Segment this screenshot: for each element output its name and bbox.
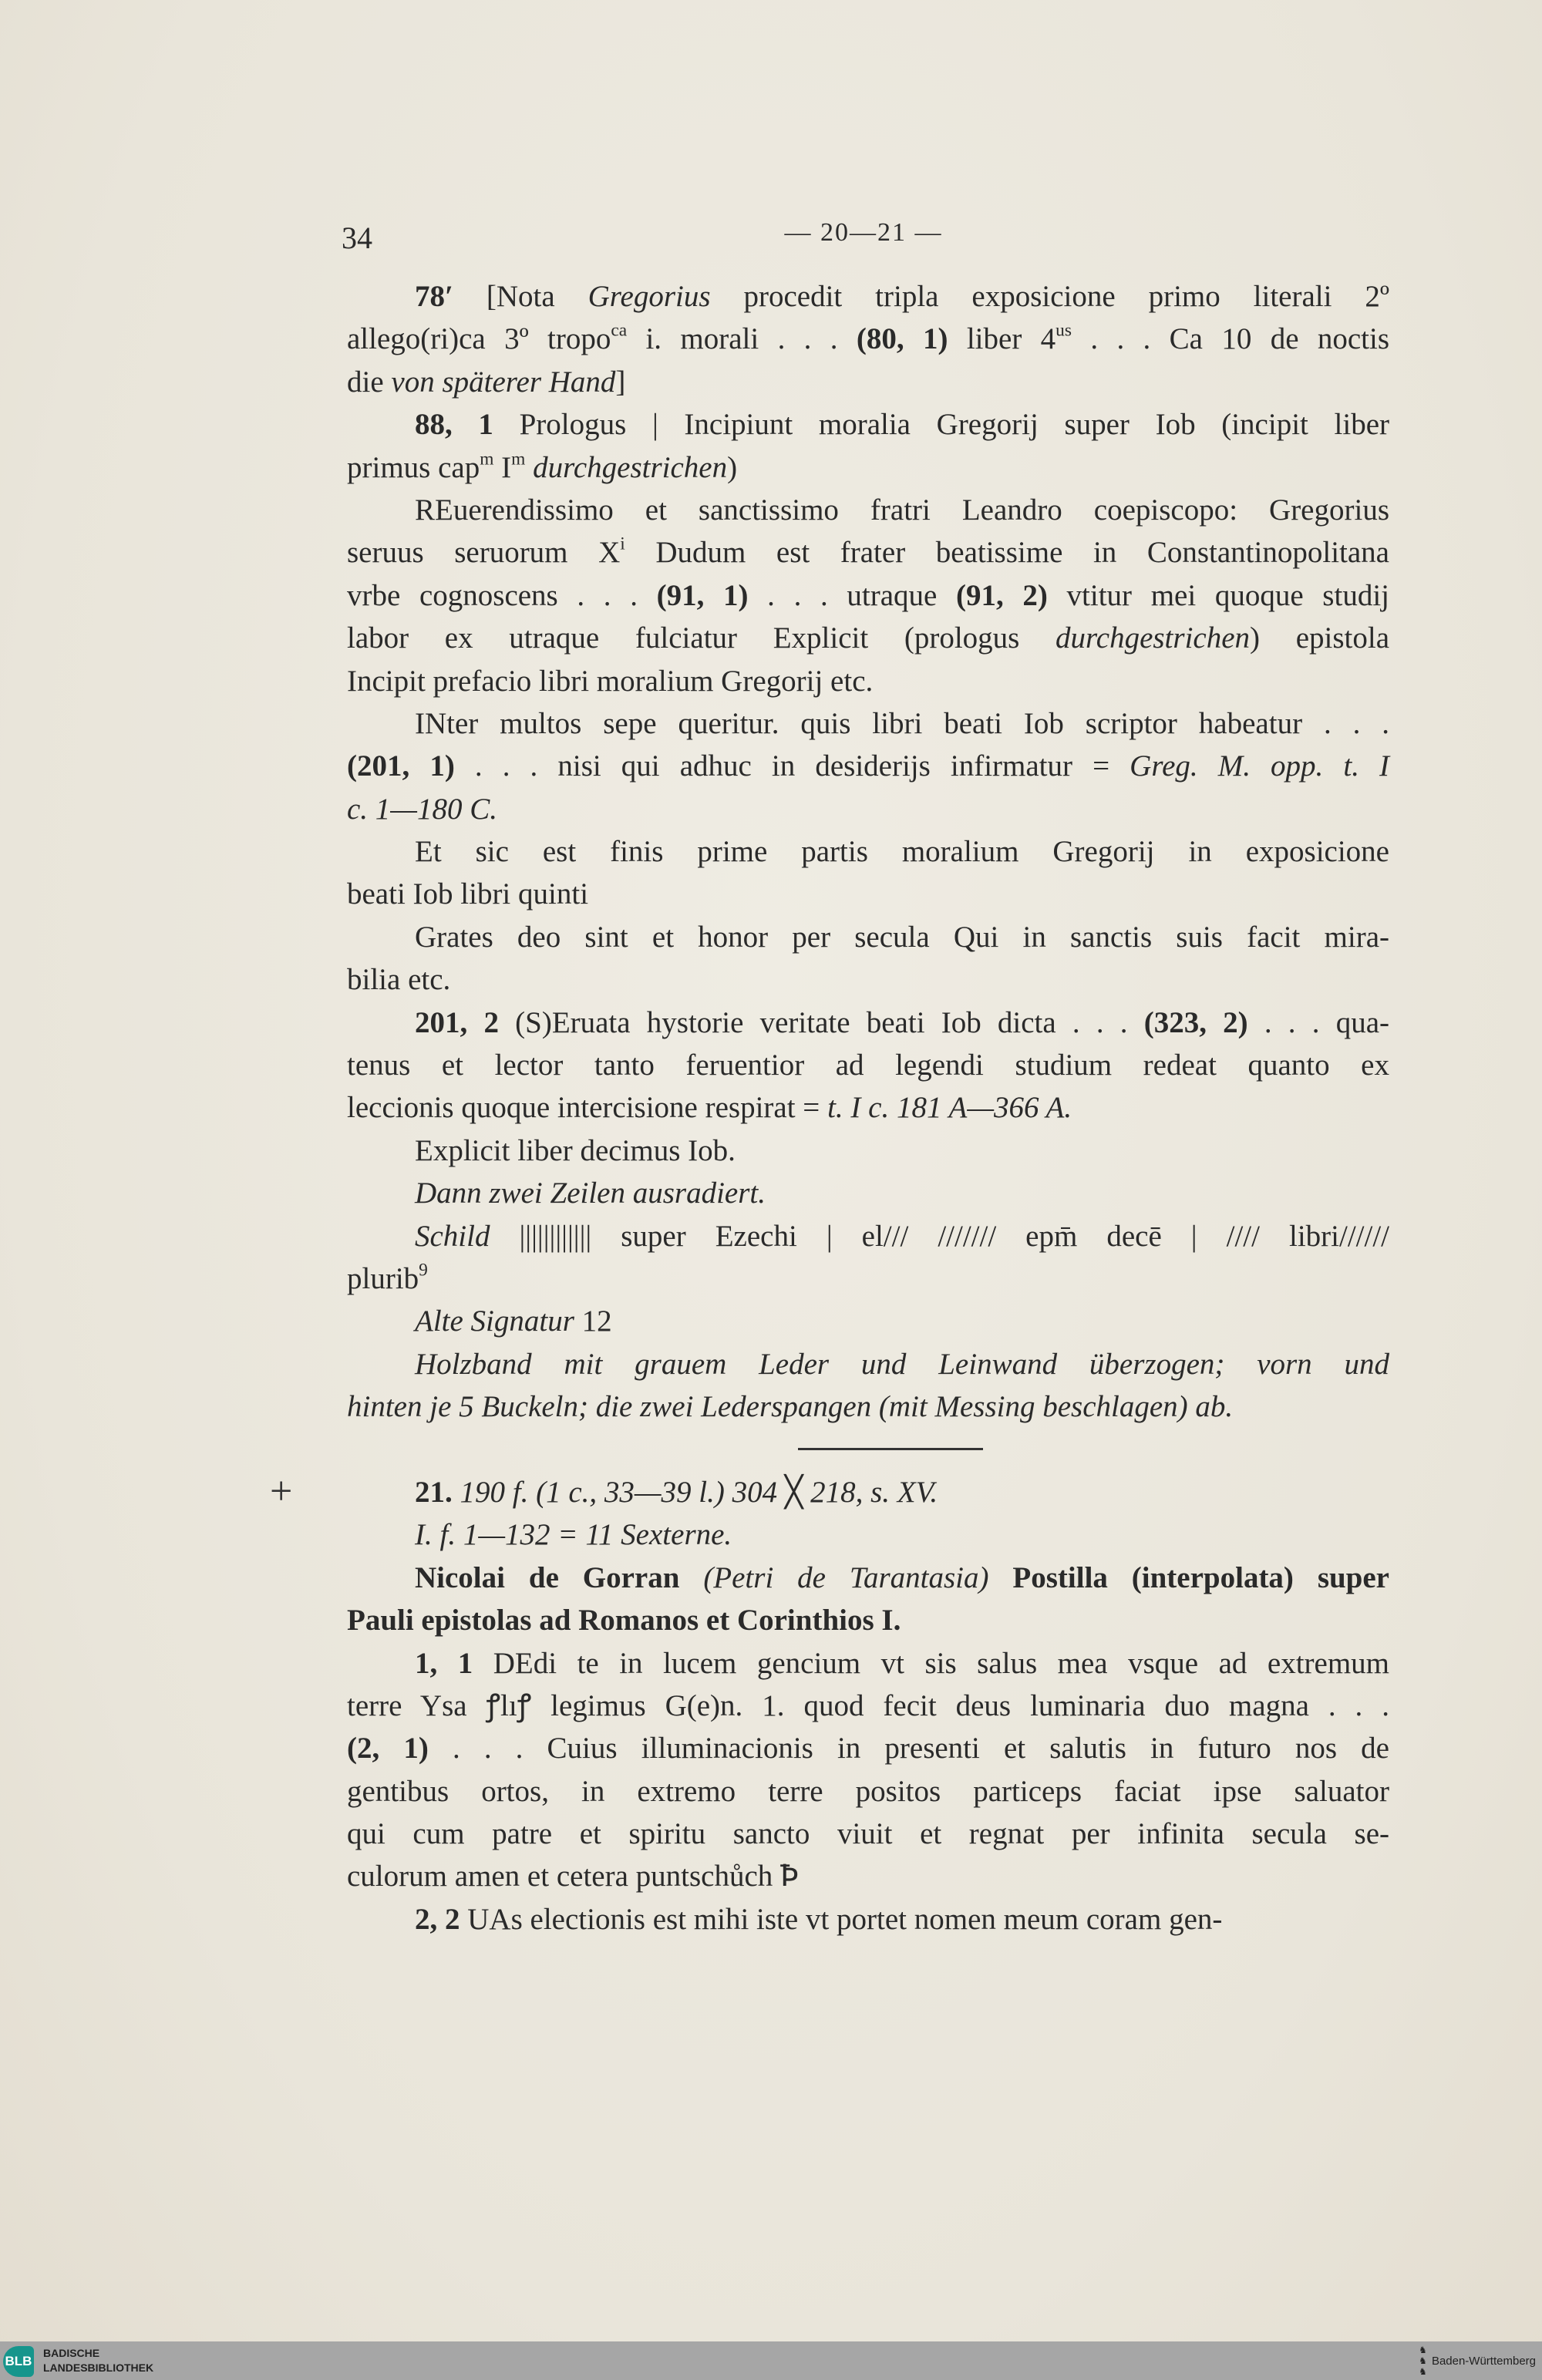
text-line bbox=[347, 745, 1389, 787]
text-line bbox=[347, 1599, 1389, 1641]
page-number: 34 bbox=[342, 220, 372, 255]
text-line bbox=[347, 873, 1389, 915]
lion-icon: ♞ ♞ ♞ bbox=[1419, 2345, 1427, 2377]
text-line bbox=[347, 1898, 1389, 1941]
text-segment: Explicit liber decimus Iob. bbox=[415, 1133, 736, 1167]
text-segment: i bbox=[620, 534, 625, 554]
text-segment: leccionis quoque intercisione respirat = bbox=[347, 1091, 828, 1125]
text-segment: . . . Ca 10 de noctis bbox=[1071, 322, 1390, 356]
text-segment: gentibus ortos, in extremo terre positos particeps faciat ipse saluator bbox=[347, 1774, 1389, 1808]
text-line bbox=[347, 1086, 1389, 1129]
paragraph bbox=[347, 830, 1389, 916]
text-segment: Dudum est frater beatissime in Constantinopolitana bbox=[625, 536, 1389, 570]
text-segment: DEdi te in lucem gencium vt sis salus mea vsque ad extremum bbox=[473, 1646, 1389, 1680]
text-line bbox=[347, 489, 1389, 531]
text-segment: REuerendissimo et sanctissimo fratri Leandro coepiscopo: Gregorius bbox=[415, 493, 1389, 527]
text-segment: i. morali . . . bbox=[627, 322, 857, 356]
text-segment: Holzband mit grauem Leder und Leinwand überzogen; vorn und bbox=[415, 1347, 1389, 1381]
text-line bbox=[347, 275, 1389, 318]
text-segment: vrbe cognoscens . . . bbox=[347, 578, 657, 612]
text-segment: Postilla (interpolata) super bbox=[988, 1560, 1389, 1594]
text-segment: qui cum patre et spiritu sancto viuit et regnat per infinita secula se- bbox=[347, 1817, 1389, 1851]
paragraph bbox=[347, 1129, 1389, 1172]
text-segment: 21. bbox=[415, 1475, 453, 1509]
text-segment: ) bbox=[727, 450, 738, 484]
text-segment: (91, 2) bbox=[956, 578, 1048, 612]
text-segment: (Petri de Tarantasia) bbox=[703, 1560, 989, 1594]
text-line bbox=[347, 788, 1389, 830]
text-segment: . . . Cuius illuminacionis in presenti et salutis in futuro nos de bbox=[428, 1732, 1389, 1766]
text-segment: I. f. 1—132 = 11 Sexterne. bbox=[415, 1518, 732, 1552]
blb-logo: BLB bbox=[3, 2346, 34, 2377]
text-segment: 190 f. (1 c., 33—39 l.) 304 ╳ 218, s. XV. bbox=[452, 1475, 938, 1509]
text-segment: terre Ysa ꝭlıꝭ legimus G(e)n. 1. quod fecit deus luminaria duo magna . . . bbox=[347, 1688, 1389, 1722]
text-line bbox=[347, 617, 1389, 659]
text-segment: Et sic est finis prime partis moralium Gregorij in exposicione bbox=[415, 835, 1389, 869]
text-segment: 9 bbox=[419, 1260, 428, 1281]
text-segment: ca bbox=[611, 321, 628, 342]
text-segment: 78′ bbox=[415, 280, 453, 313]
paragraph bbox=[347, 403, 1389, 489]
text-segment: 1, 1 bbox=[415, 1646, 473, 1680]
text-segment: us bbox=[1055, 321, 1072, 342]
text-segment: (2, 1) bbox=[347, 1732, 429, 1766]
paragraph bbox=[347, 1471, 1389, 1513]
text-segment: die bbox=[347, 365, 392, 399]
section-divider bbox=[347, 1429, 1389, 1471]
text-line bbox=[347, 916, 1389, 958]
text-line bbox=[347, 1471, 1389, 1513]
text-segment: durchgestrichen bbox=[533, 450, 728, 484]
text-segment: m bbox=[480, 449, 494, 470]
text-segment bbox=[525, 451, 533, 484]
text-segment: (S)Eruata hystorie veritate beati Iob dicta . . . bbox=[498, 1005, 1144, 1039]
text-line bbox=[347, 403, 1389, 446]
paragraph bbox=[347, 275, 1389, 403]
paragraph bbox=[347, 1300, 1389, 1342]
text-line bbox=[347, 1855, 1389, 1897]
paragraph bbox=[347, 1343, 1389, 1429]
text-segment: |||||||||||| super Ezechi | el/// /////// epm̄ decē | //// libri////// bbox=[490, 1219, 1389, 1253]
text-segment: primus cap bbox=[347, 450, 480, 484]
text-line bbox=[347, 1215, 1389, 1257]
text-segment: UAs electionis est mihi iste vt portet nomen meum coram gen- bbox=[460, 1902, 1223, 1936]
text-line bbox=[347, 830, 1389, 873]
text-line bbox=[347, 1557, 1389, 1599]
text-segment: ] bbox=[615, 365, 626, 399]
text-line bbox=[347, 1343, 1389, 1385]
text-line bbox=[347, 1129, 1389, 1172]
text-line bbox=[347, 958, 1389, 1001]
text-segment: von späterer Hand bbox=[391, 365, 616, 399]
text-segment: Incipit prefacio libri moralium Gregorij etc. bbox=[347, 664, 874, 698]
text-segment: Gregorius bbox=[588, 280, 711, 313]
paragraph bbox=[347, 916, 1389, 1001]
section-ms-20 bbox=[347, 275, 1389, 1429]
text-segment: (323, 2) bbox=[1143, 1005, 1248, 1039]
text-segment: culorum amen et cetera puntschůch Ꝥ bbox=[347, 1860, 799, 1894]
text-segment: allego(ri)ca 3º tropo bbox=[347, 322, 611, 356]
text-segment: tenus et lector tanto feruentior ad legendi studium redeat quanto ex bbox=[347, 1049, 1389, 1082]
footer-bar bbox=[0, 2341, 1542, 2380]
text-segment: Schild bbox=[415, 1219, 490, 1253]
text-line bbox=[347, 446, 1389, 489]
text-line bbox=[347, 361, 1389, 403]
body-text bbox=[347, 275, 1389, 1941]
state-logo bbox=[1419, 2344, 1536, 2378]
text-segment: Nicolai de Gorran bbox=[415, 1560, 704, 1594]
text-segment: 201, 2 bbox=[415, 1005, 499, 1039]
text-segment: INter multos sepe queritur. quis libri beati Iob scriptor habeatur . . . bbox=[415, 706, 1389, 740]
text-line bbox=[347, 1727, 1389, 1769]
text-segment: m bbox=[511, 449, 526, 470]
section-ms-21 bbox=[347, 1471, 1389, 1941]
text-segment: [Nota bbox=[453, 280, 588, 313]
paragraph bbox=[347, 1172, 1389, 1214]
text-segment: plurib bbox=[347, 1261, 419, 1295]
text-segment: 88, 1 bbox=[415, 408, 493, 442]
text-segment: t. I c. 181 A—366 A. bbox=[827, 1091, 1072, 1125]
text-segment: hinten je 5 Buckeln; die zwei Lederspangen (mit Messing beschlagen) ab. bbox=[347, 1390, 1234, 1424]
text-line bbox=[347, 1813, 1389, 1855]
paragraph bbox=[347, 1898, 1389, 1941]
text-line bbox=[347, 574, 1389, 617]
state-name: Baden-Württemberg bbox=[1431, 2354, 1536, 2368]
text-segment: beati Iob libri quinti bbox=[347, 877, 589, 911]
text-line bbox=[347, 660, 1389, 702]
text-segment: (91, 1) bbox=[656, 578, 749, 612]
text-segment: ) epistola bbox=[1250, 621, 1390, 655]
text-segment: c. 1—180 C. bbox=[347, 792, 497, 826]
text-line bbox=[347, 702, 1389, 745]
paragraph bbox=[347, 1001, 1389, 1129]
text-segment: . . . qua- bbox=[1247, 1005, 1389, 1039]
text-segment: Alte Signatur bbox=[415, 1304, 574, 1338]
running-title: — 20—21 — bbox=[784, 218, 943, 247]
text-line bbox=[347, 1770, 1389, 1813]
paragraph bbox=[347, 702, 1389, 830]
text-segment: Prologus | Incipiunt moralia Gregorij super Iob (incipit liber bbox=[493, 408, 1390, 442]
text-segment: . . . utraque bbox=[748, 578, 956, 612]
text-segment: (201, 1) bbox=[347, 749, 455, 783]
text-segment: (80, 1) bbox=[856, 322, 948, 356]
text-line bbox=[347, 1257, 1389, 1300]
text-segment: Pauli epistolas ad Romanos et Corinthios I. bbox=[347, 1604, 901, 1638]
text-line bbox=[347, 1044, 1389, 1086]
text-line bbox=[347, 1513, 1389, 1556]
text-line bbox=[347, 1385, 1389, 1428]
paragraph bbox=[347, 1215, 1389, 1301]
text-segment: liber 4 bbox=[948, 322, 1056, 356]
text-line bbox=[347, 318, 1389, 360]
text-line bbox=[347, 1172, 1389, 1214]
paragraph bbox=[347, 1557, 1389, 1642]
text-segment: procedit tripla exposicione primo literali 2º bbox=[710, 280, 1389, 313]
text-segment: durchgestrichen bbox=[1055, 621, 1251, 655]
text-line bbox=[347, 1685, 1389, 1727]
margin-mark: + bbox=[270, 1469, 293, 1513]
text-line bbox=[347, 1300, 1389, 1342]
text-segment: 2, 2 bbox=[415, 1902, 460, 1936]
text-segment: vtitur mei quoque studij bbox=[1047, 578, 1389, 612]
text-line bbox=[347, 1642, 1389, 1685]
text-line bbox=[347, 1001, 1389, 1044]
paragraph bbox=[347, 1642, 1389, 1898]
text-segment: Greg. M. opp. t. I bbox=[1130, 749, 1390, 783]
library-name-line2: LANDESBIBLIOTHEK bbox=[43, 2361, 154, 2374]
text-segment: seruus seruorum X bbox=[347, 536, 621, 570]
library-name-line1: BADISCHE bbox=[43, 2347, 100, 2359]
text-segment: Grates deo sint et honor per secula Qui in sanctis suis facit mira- bbox=[415, 920, 1389, 954]
text-segment: 12 bbox=[574, 1304, 612, 1338]
library-name bbox=[43, 2346, 153, 2375]
text-segment: I bbox=[493, 450, 512, 484]
text-segment: labor ex utraque fulciatur Explicit (prologus bbox=[347, 621, 1056, 655]
text-line bbox=[347, 531, 1389, 574]
paragraph bbox=[347, 489, 1389, 702]
text-segment: bilia etc. bbox=[347, 963, 451, 997]
text-segment: . . . nisi qui adhuc in desiderijs infirmatur = bbox=[454, 749, 1130, 783]
paragraph bbox=[347, 1513, 1389, 1556]
text-segment: Dann zwei Zeilen ausradiert. bbox=[415, 1177, 766, 1210]
